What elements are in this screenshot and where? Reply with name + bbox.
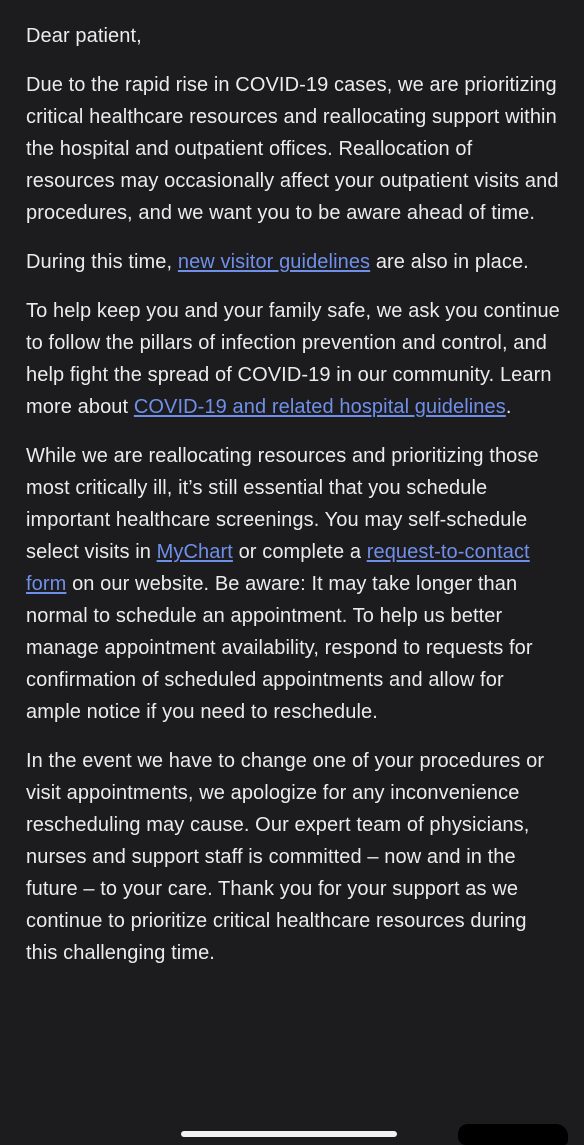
paragraph-visitor-guidelines <box>26 246 562 278</box>
covid-guidelines-link[interactable]: COVID-19 and related hospital guidelines <box>133 396 506 418</box>
text-segment: To help keep you and your family safe, we ask you continue to follow the pillars of infection prevention and control, and help fight the spread of COVID-19 in our community. Learn more about <box>26 300 560 418</box>
home-indicator-bar[interactable] <box>181 1131 397 1137</box>
visitor-guidelines-link[interactable]: new visitor guidelines <box>177 251 371 273</box>
text-segment: . <box>505 396 512 418</box>
mychart-link[interactable]: MyChart <box>156 541 233 563</box>
text-segment: are also in place. <box>370 251 529 273</box>
paragraph-apology: In the event we have to change one of your procedures or visit appointments, we apologize for any inconvenience rescheduling may cause. Our expert team of physicians, nurses and support staff is committed – now and in the future – to your care. Thank you for your support as we continue to prioritize critical healthcare resources during this challenging time. <box>26 750 545 964</box>
request-to-contact-form-link[interactable]: request-to-contact form <box>26 541 530 595</box>
text-segment: or complete a <box>232 541 367 563</box>
paragraph-scheduling <box>26 440 562 728</box>
paragraph-infection-prevention <box>26 295 562 423</box>
redaction-mark <box>458 1124 568 1145</box>
text-segment: While we are reallocating resources and prioritizing those most critically ill, it’s still essential that you schedule important healthcare screenings. You may self-schedule select visits in <box>26 445 539 563</box>
email-body <box>26 20 562 986</box>
text-segment: During this time, <box>26 251 178 273</box>
email-greeting: Dear patient, <box>26 25 142 47</box>
text-segment: on our website. Be aware: It may take longer than normal to schedule an appointment. To help us better manage appointment availability, respond to requests for confirmation of scheduled appointments and allow for ample notice if you need to reschedule. <box>26 573 533 723</box>
paragraph-resource-reallocation: Due to the rapid rise in COVID-19 cases, we are prioritizing critical healthcare resources and reallocating support within the hospital and outpatient offices. Reallocation of resources may occasionally affect your outpatient visits and procedures, and we want you to be aware ahead of time. <box>26 74 559 224</box>
